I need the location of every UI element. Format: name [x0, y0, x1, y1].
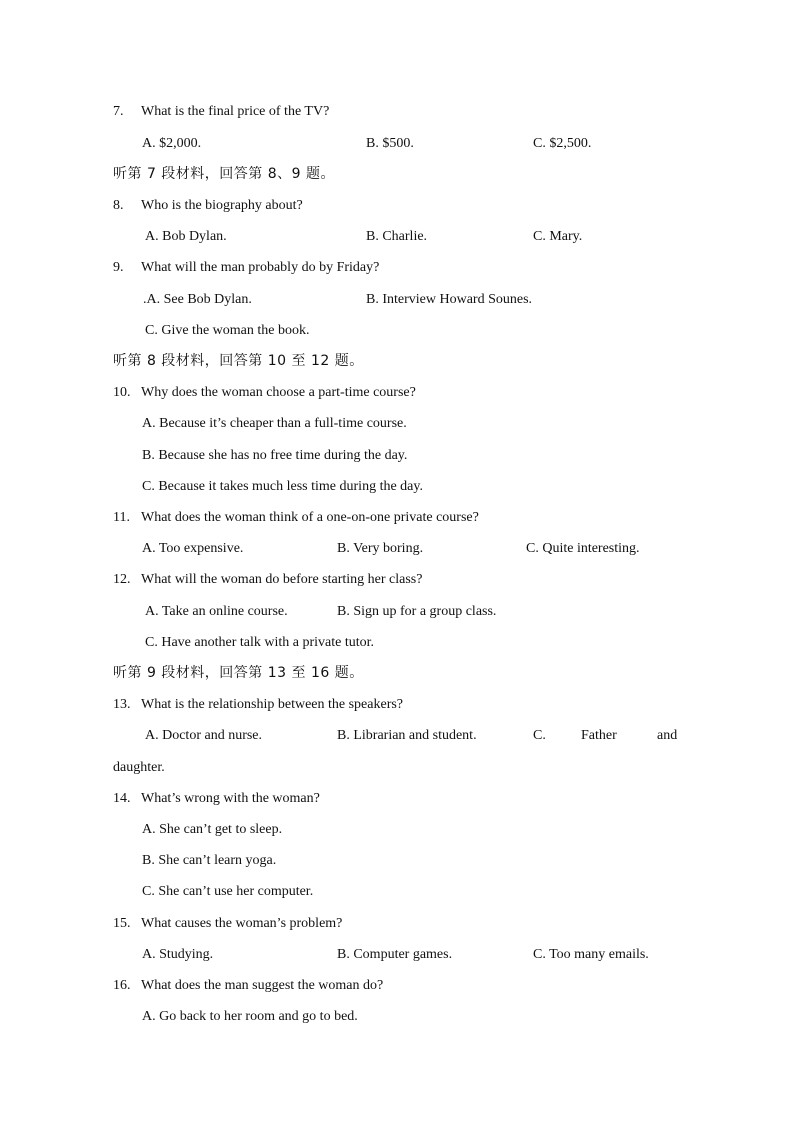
- section-heading: 听第 7 段材料，回答第 8、9 题。: [113, 166, 336, 182]
- question-number: 7.: [113, 104, 124, 119]
- option-c: C. Quite interesting.: [526, 541, 640, 556]
- question-7: [113, 104, 329, 120]
- question-text: What will the woman do before starting her class?: [141, 572, 423, 587]
- question-text: What is the final price of the TV?: [141, 104, 330, 119]
- option-a: A. Too expensive.: [142, 541, 244, 556]
- question-text: What does the man suggest the woman do?: [141, 978, 384, 993]
- question-text: What’s wrong with the woman?: [141, 791, 320, 806]
- option-c-word: and: [657, 728, 678, 743]
- option-b: B. $500.: [366, 136, 414, 151]
- option-a: A. Because it’s cheaper than a full-time course.: [142, 416, 407, 431]
- option-b: B. Charlie.: [366, 229, 428, 244]
- section-heading: 听第 9 段材料，回答第 13 至 16 题。: [113, 665, 364, 681]
- option-a: A. Bob Dylan.: [145, 229, 227, 244]
- option-c: C. Because it takes much less time during the day.: [142, 479, 423, 494]
- option-a: A. Go back to her room and go to bed.: [142, 1009, 358, 1024]
- question-number: 9.: [113, 260, 124, 275]
- option-b: B. Very boring.: [337, 541, 424, 556]
- option-b: B. Sign up for a group class.: [337, 604, 497, 619]
- question-15: [113, 916, 342, 932]
- option-a: A. She can’t get to sleep.: [142, 822, 283, 837]
- option-c-continuation: daughter.: [113, 760, 165, 775]
- question-number: 13.: [113, 697, 131, 712]
- option-b: B. Librarian and student.: [337, 728, 477, 743]
- question-number: 14.: [113, 791, 131, 806]
- option-a: A. $2,000.: [142, 136, 202, 151]
- question-number: 16.: [113, 978, 131, 993]
- option-b: B. Interview Howard Sounes.: [366, 292, 533, 307]
- question-9: [113, 260, 379, 276]
- option-c: C. She can’t use her computer.: [142, 884, 314, 899]
- option-a: A. Doctor and nurse.: [145, 728, 263, 743]
- question-text: What is the relationship between the speakers?: [141, 697, 404, 712]
- option-b: B. She can’t learn yoga.: [142, 853, 277, 868]
- option-b: B. Computer games.: [337, 947, 453, 962]
- option-a: .A. See Bob Dylan.: [143, 292, 252, 307]
- option-a: A. Take an online course.: [145, 604, 288, 619]
- option-c: C. Have another talk with a private tutor.: [145, 635, 374, 650]
- question-number: 10.: [113, 385, 131, 400]
- question-12: [113, 572, 422, 588]
- question-14: [113, 791, 320, 807]
- option-c: C. Too many emails.: [533, 947, 649, 962]
- question-text: Who is the biography about?: [141, 198, 303, 213]
- question-number: 11.: [113, 510, 130, 525]
- question-number: 8.: [113, 198, 124, 213]
- question-text: What causes the woman’s problem?: [141, 916, 343, 931]
- section-heading: 听第 8 段材料，回答第 10 至 12 题。: [113, 353, 364, 369]
- option-b: B. Because she has no free time during the day.: [142, 448, 408, 463]
- option-c: C. Mary.: [533, 229, 583, 244]
- question-8: [113, 198, 303, 214]
- option-c: C. Give the woman the book.: [145, 323, 310, 338]
- question-text: Why does the woman choose a part-time course?: [141, 385, 416, 400]
- question-number: 12.: [113, 572, 131, 587]
- question-16: [113, 978, 383, 994]
- question-10: [113, 385, 416, 401]
- question-number: 15.: [113, 916, 131, 931]
- question-13: [113, 697, 403, 713]
- option-c: C. $2,500.: [533, 136, 592, 151]
- option-c-word: Father: [581, 728, 617, 743]
- option-c-label: C.: [533, 728, 546, 743]
- option-a: A. Studying.: [142, 947, 214, 962]
- question-11: [113, 510, 479, 526]
- question-text: What will the man probably do by Friday?: [141, 260, 380, 275]
- question-text: What does the woman think of a one-on-one private course?: [141, 510, 479, 525]
